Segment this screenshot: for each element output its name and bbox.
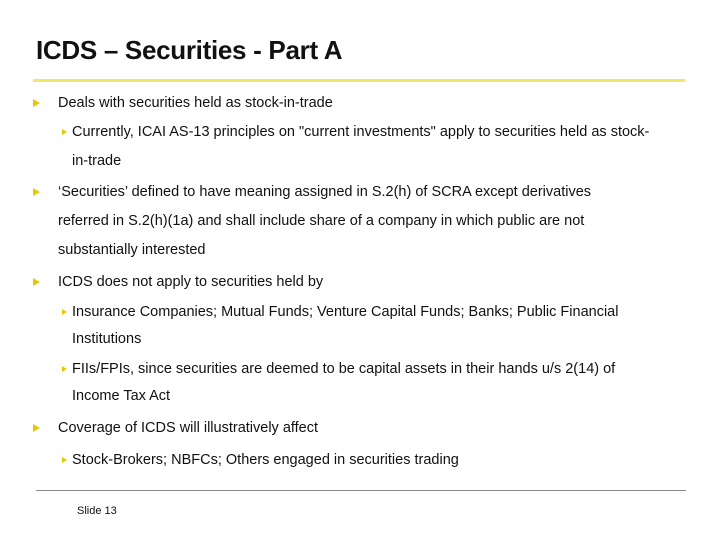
sub-bullet-text: FIIs/FPIs, since securities are deemed to be capital assets in their hands u/s 2(14) of <box>72 361 616 377</box>
bullet-text: referred in S.2(h)(1a) and shall include share of a company in which public are not <box>58 213 585 229</box>
slide-title: ICDS – Securities - Part A <box>36 35 343 65</box>
sub-bullet-text: in-trade <box>72 153 122 169</box>
bullet-text: substantially interested <box>58 242 206 258</box>
bullet-text: ICDS does not apply to securities held by <box>58 274 324 290</box>
sub-bullet-text: Institutions <box>72 331 142 347</box>
slide-number: Slide 13 <box>77 505 117 517</box>
sub-bullet-icon <box>62 457 67 463</box>
bullet-icon <box>33 424 40 432</box>
bullet-text: Deals with securities held as stock-in-trade <box>58 95 333 111</box>
bullet-icon <box>33 278 40 286</box>
title-divider <box>33 79 685 82</box>
sub-bullet-text: Insurance Companies; Mutual Funds; Venture Capital Funds; Banks; Public Financial <box>72 304 619 320</box>
sub-bullet-text: Income Tax Act <box>72 388 171 404</box>
bullet-text: Coverage of ICDS will illustratively affect <box>58 420 319 436</box>
bullet-text: ‘Securities’ defined to have meaning assigned in S.2(h) of SCRA except derivatives <box>58 184 592 200</box>
bullet-icon <box>33 99 40 107</box>
footer-divider <box>36 490 686 491</box>
sub-bullet-text: Stock-Brokers; NBFCs; Others engaged in securities trading <box>72 452 459 468</box>
sub-bullet-text: Currently, ICAI AS-13 principles on "current investments" apply to securities held as stock- <box>72 124 650 140</box>
sub-bullet-icon <box>62 129 67 135</box>
bullet-icon <box>33 188 40 196</box>
sub-bullet-icon <box>62 309 67 315</box>
sub-bullet-icon <box>62 366 67 372</box>
